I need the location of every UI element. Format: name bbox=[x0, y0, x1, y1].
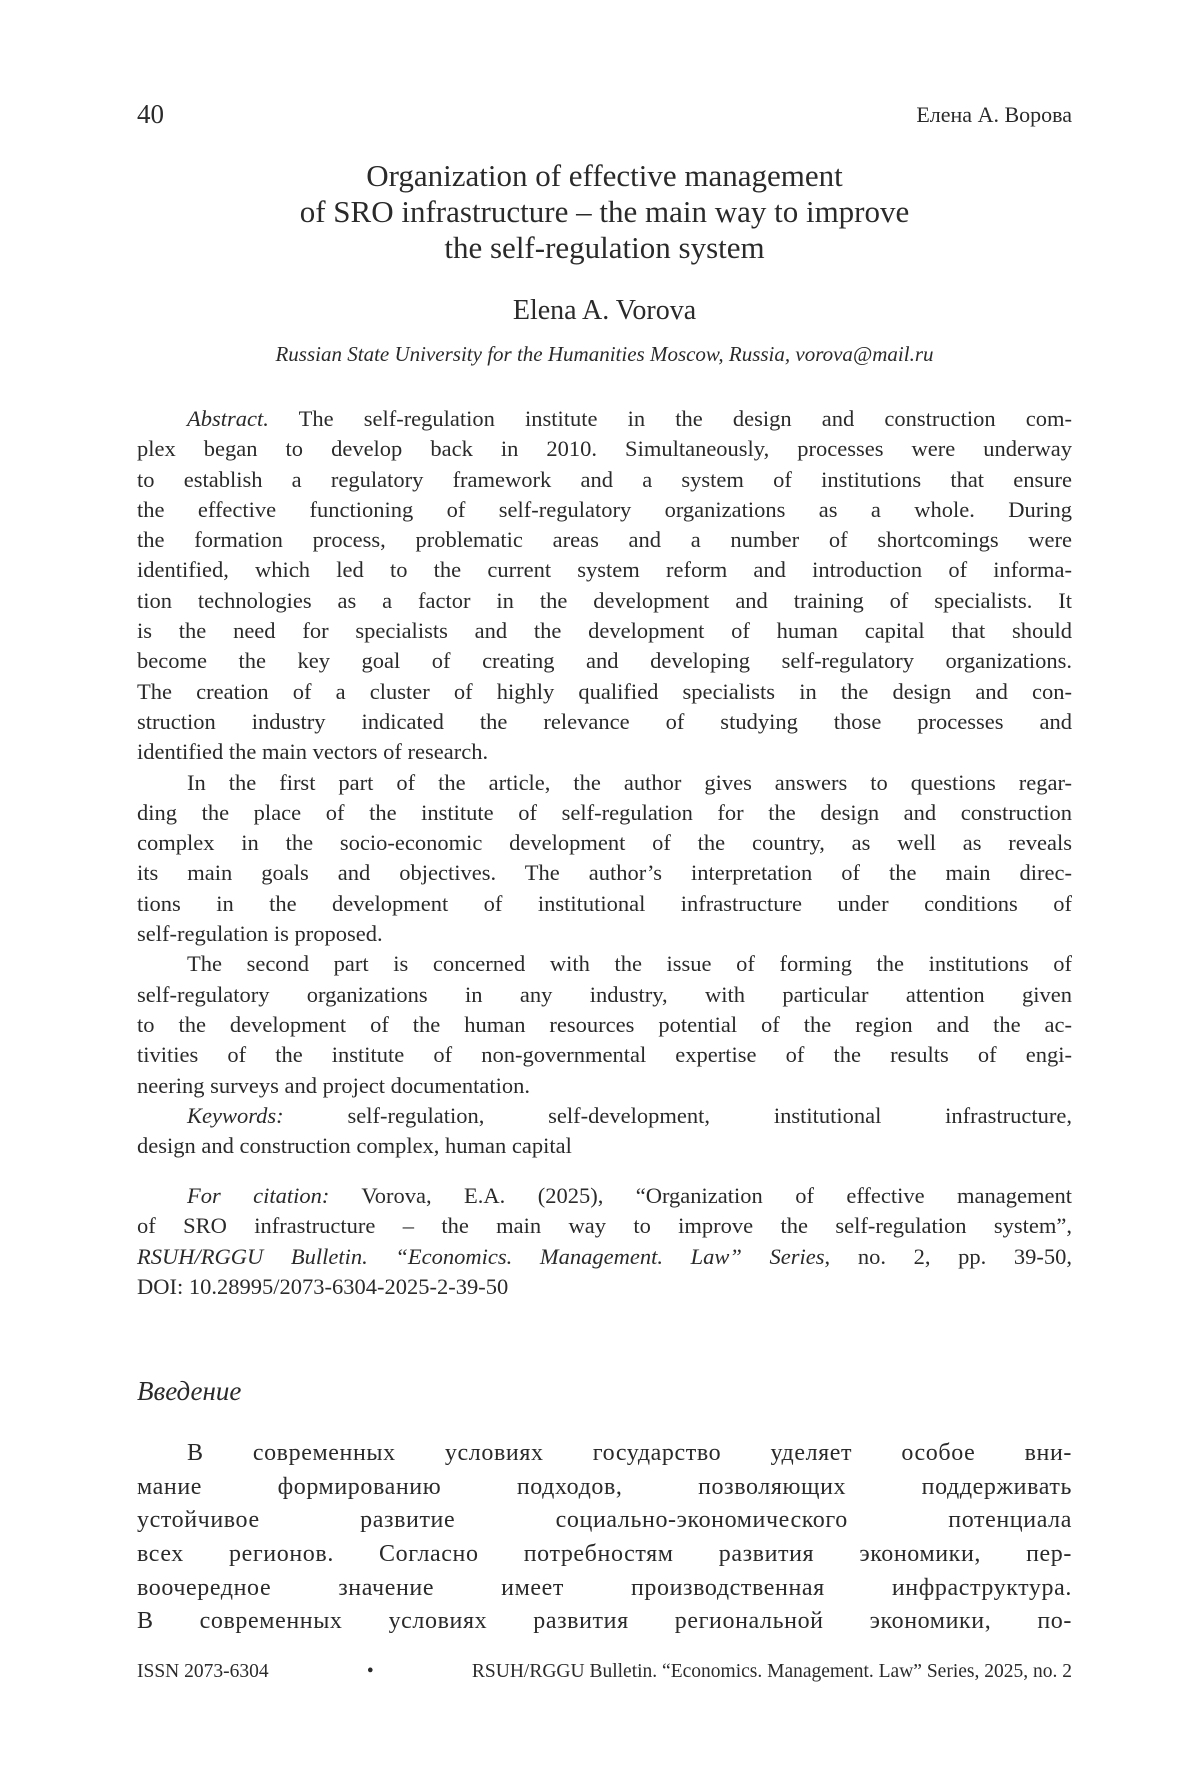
text-segment: self-regulatory organizations in any industry, with particular attention given bbox=[137, 982, 1072, 1007]
text-line bbox=[137, 980, 1072, 1010]
text-line bbox=[137, 1272, 1072, 1302]
page-footer bbox=[137, 1659, 1072, 1685]
text-line bbox=[137, 495, 1072, 525]
footer-issn: ISSN 2073-6304 bbox=[137, 1659, 269, 1685]
text-segment: struction industry indicated the relevance of studying those processes and bbox=[137, 709, 1072, 734]
text-line bbox=[137, 404, 1072, 434]
text-line bbox=[137, 555, 1072, 585]
text-line bbox=[137, 1211, 1072, 1241]
author-affiliation: Russian State University for the Humanities Moscow, Russia, vorova@mail.ru bbox=[137, 340, 1072, 368]
text-segment: мание формированию подходов, позволяющих поддерживать bbox=[137, 1474, 1072, 1500]
text-segment: tions in the development of institutional infrastructure under conditions of bbox=[137, 891, 1072, 916]
text-segment: the formation process, problematic areas and a number of shortcomings were bbox=[137, 527, 1072, 552]
text-line bbox=[137, 889, 1072, 919]
italic-text: RSUH/RGGU Bulletin. “Economics. Management. Law” Series bbox=[137, 1244, 825, 1269]
author-name: Elena A. Vorova bbox=[137, 294, 1072, 328]
text-segment: is the need for specialists and the development of human capital that should bbox=[137, 618, 1072, 643]
text-segment: plex began to develop back in 2010. Simultaneously, processes were underway bbox=[137, 436, 1072, 461]
text-segment: In the first part of the article, the author gives answers to questions regar- bbox=[187, 770, 1072, 795]
text-line bbox=[137, 586, 1072, 616]
text-line bbox=[137, 1101, 1072, 1131]
text-segment: to the development of the human resources potential of the region and the ac- bbox=[137, 1012, 1072, 1037]
text-line bbox=[137, 1538, 1072, 1572]
text-segment: ding the place of the institute of self-regulation for the design and construction bbox=[137, 800, 1072, 825]
article-title bbox=[137, 158, 1072, 266]
text-segment: the effective functioning of self-regulatory organizations as a whole. During bbox=[137, 497, 1072, 522]
text-line bbox=[137, 677, 1072, 707]
text-line bbox=[137, 1242, 1072, 1272]
running-head-author: Елена А. Ворова bbox=[916, 101, 1072, 129]
text-segment: tion technologies as a factor in the development and training of specialists. It bbox=[137, 588, 1072, 613]
text-line bbox=[137, 1010, 1072, 1040]
text-segment: устойчивое развитие социально-экономического потенциала bbox=[137, 1507, 1072, 1533]
text-line bbox=[137, 828, 1072, 858]
text-segment: tivities of the institute of non-governmental expertise of the results of engi- bbox=[137, 1042, 1072, 1067]
text-line bbox=[137, 707, 1072, 737]
text-line bbox=[137, 1572, 1072, 1606]
text-line bbox=[137, 434, 1072, 464]
text-line bbox=[137, 798, 1072, 828]
footer-journal: RSUH/RGGU Bulletin. “Economics. Management. Law” Series, 2025, no. 2 bbox=[472, 1659, 1072, 1685]
text-line bbox=[137, 616, 1072, 646]
text-segment: identified, which led to the current system reform and introduction of informa- bbox=[137, 557, 1072, 582]
text-segment: design and construction complex, human capital bbox=[137, 1133, 572, 1158]
text-segment: В современных условиях государство уделяет особое вни- bbox=[187, 1440, 1072, 1466]
text-segment: become the key goal of creating and developing self-regulatory organizations. bbox=[137, 648, 1072, 673]
text-line bbox=[137, 858, 1072, 888]
footer-bullet: • bbox=[367, 1659, 374, 1685]
text-segment: neering surveys and project documentation. bbox=[137, 1073, 530, 1098]
text-segment: всех регионов. Согласно потребностям развития экономики, пер- bbox=[137, 1541, 1072, 1567]
text-segment: its main goals and objectives. The author’s interpretation of the main direc- bbox=[137, 860, 1072, 885]
italic-text: Abstract. bbox=[187, 406, 269, 431]
citation bbox=[137, 1181, 1072, 1302]
section-heading-introduction: Введение bbox=[137, 1374, 241, 1408]
text-segment: complex in the socio-economic development of the country, as well as reveals bbox=[137, 830, 1072, 855]
text-line bbox=[137, 1040, 1072, 1070]
text-segment: DOI: 10.28995/2073-6304-2025-2-39-50 bbox=[137, 1274, 508, 1299]
text-segment: self-regulation is proposed. bbox=[137, 921, 383, 946]
title-line: of SRO infrastructure – the main way to improve bbox=[137, 194, 1072, 230]
text-line bbox=[137, 919, 1072, 949]
text-line bbox=[137, 1071, 1072, 1101]
introduction-body bbox=[137, 1437, 1072, 1639]
text-line bbox=[137, 1181, 1072, 1211]
text-line bbox=[137, 1471, 1072, 1505]
abstract bbox=[137, 404, 1072, 1161]
text-line bbox=[137, 1437, 1072, 1471]
text-line bbox=[137, 949, 1072, 979]
text-segment: The creation of a cluster of highly qualified specialists in the design and con- bbox=[137, 679, 1072, 704]
text-segment: The self-regulation institute in the design and construction com- bbox=[269, 406, 1072, 431]
text-segment: воочередное значение имеет производственная инфраструктура. bbox=[137, 1575, 1072, 1601]
text-segment: self-regulation, self-development, institutional infrastructure, bbox=[284, 1103, 1072, 1128]
page-number: 40 bbox=[137, 98, 164, 130]
text-line bbox=[137, 525, 1072, 555]
text-segment: В современных условиях развития региональной экономики, по- bbox=[137, 1608, 1072, 1634]
title-line: Organization of effective management bbox=[137, 158, 1072, 194]
text-line bbox=[137, 1504, 1072, 1538]
title-line: the self-regulation system bbox=[137, 230, 1072, 266]
text-segment: identified the main vectors of research. bbox=[137, 739, 488, 764]
text-segment: to establish a regulatory framework and a system of institutions that ensure bbox=[137, 467, 1072, 492]
text-segment: Vorova, E.A. (2025), “Organization of effective management bbox=[329, 1183, 1072, 1208]
text-segment: The second part is concerned with the issue of forming the institutions of bbox=[187, 951, 1072, 976]
text-line bbox=[137, 1131, 1072, 1161]
text-line bbox=[137, 1605, 1072, 1639]
text-segment: of SRO infrastructure – the main way to improve the self-regulation system”, bbox=[137, 1213, 1072, 1238]
italic-text: Keywords: bbox=[187, 1103, 284, 1128]
italic-text: For citation: bbox=[187, 1183, 329, 1208]
text-segment: , no. 2, pp. 39-50, bbox=[825, 1244, 1072, 1269]
text-line bbox=[137, 646, 1072, 676]
text-line bbox=[137, 737, 1072, 767]
text-line bbox=[137, 465, 1072, 495]
text-line bbox=[137, 768, 1072, 798]
